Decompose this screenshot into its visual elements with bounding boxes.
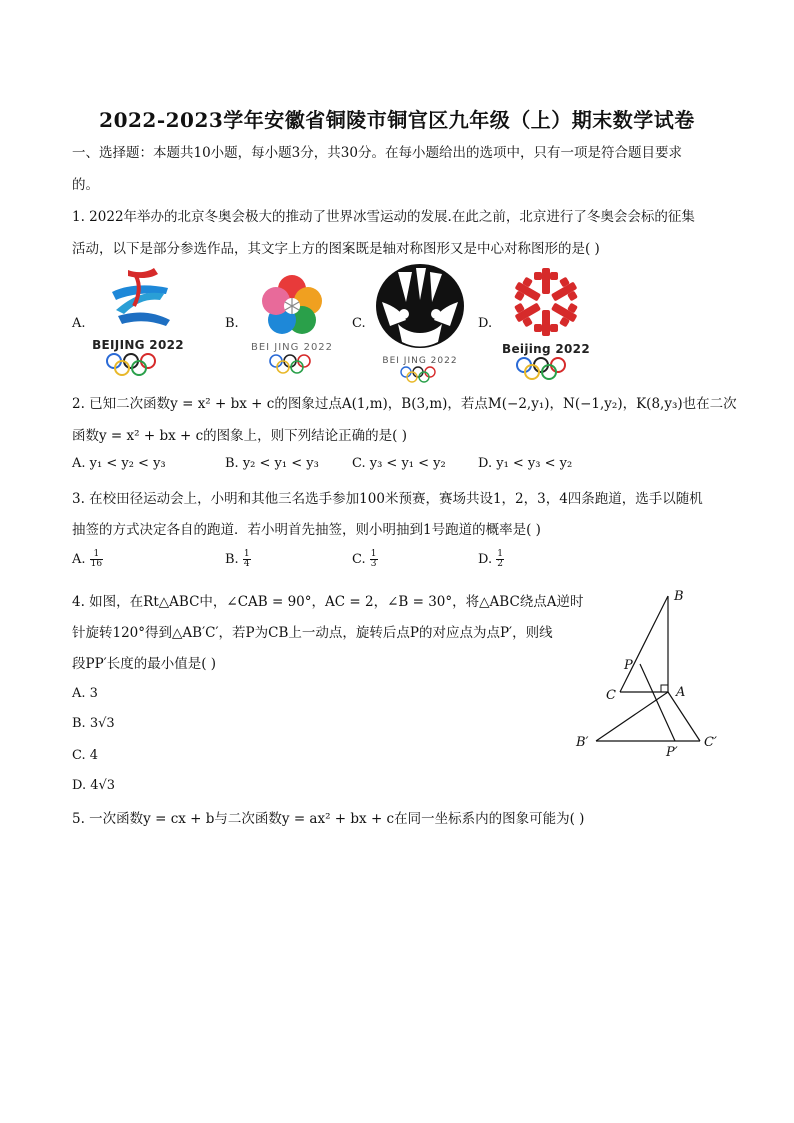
q4-option-c: C. 4 xyxy=(72,748,99,763)
q4-geometry-figure xyxy=(570,586,760,762)
q2-stem-line1: 2. 已知二次函数y = x² + bx + c的图象过点A(1,m)，B(3,m)，若点M(−2,y₁)，N(−1,y₂)，K(8,y₃)也在二次 xyxy=(72,396,737,412)
q4-option-b: B. 3√3 xyxy=(72,716,115,731)
olympic-rings-icon xyxy=(494,356,598,382)
fraction-numerator: 1 xyxy=(90,550,103,560)
q2-option-d: D. y₁ < y₃ < y₂ xyxy=(478,456,573,471)
snowflake-icon xyxy=(494,266,598,338)
q1-option-a-label: A. xyxy=(72,316,86,331)
q1-stem-line2: 活动，以下是部分参选作品，其文字上方的图案既是轴对称图形又是中心对称图形的是( ) xyxy=(72,241,600,257)
q4-stem-line2: 针旋转120°得到△AB′C′，若P为CB上一动点，旋转后点P的对应点为点P′，则线 xyxy=(72,625,553,641)
q2-option-a: A. y₁ < y₂ < y₃ xyxy=(72,456,166,471)
emblem-a-caption: BEIJING 2022 xyxy=(92,338,184,352)
q3-option-c-fraction xyxy=(370,550,378,569)
right-angle-mark xyxy=(661,685,668,692)
q4-option-a: A. 3 xyxy=(72,686,98,701)
q2-stem-line2: 函数y = x² + bx + c的图象上，则下列结论正确的是( ) xyxy=(72,428,407,444)
q3-option-a-fraction xyxy=(90,550,103,569)
fraction-denominator: 16 xyxy=(90,559,103,569)
q4-stem-line1: 4. 如图，在Rt△ABC中，∠CAB = 90°，AC = 2，∠B = 30°，将△ABC绕点A逆时 xyxy=(72,594,584,610)
q3-option-b xyxy=(225,550,251,569)
q5-stem-line1: 5. 一次函数y = cx + b与二次函数y = ax² + bx + c在同一坐标系内的图象可能为( ) xyxy=(72,811,585,827)
q1-option-b-label: B. xyxy=(225,316,239,331)
emblem-d xyxy=(494,266,598,386)
q2-option-c: C. y₃ < y₁ < y₂ xyxy=(352,456,446,471)
olympic-rings-icon xyxy=(242,353,342,377)
q1-option-d-label: D. xyxy=(478,316,493,331)
q3-stem-line2: 抽签的方式决定各自的跑道．若小明首先抽签，则小明抽到1号跑道的概率是( ) xyxy=(72,522,541,538)
q3-option-d xyxy=(478,550,504,569)
emblem-b-graphic xyxy=(242,272,342,338)
label-b-prime: B′ xyxy=(576,735,589,750)
emblem-c-graphic xyxy=(368,262,472,352)
emblem-b-caption: BEI JING 2022 xyxy=(250,342,334,353)
emblem-d-caption: Beijing 2022 xyxy=(502,342,590,356)
label-p-prime: P′ xyxy=(666,745,678,760)
fraction-numerator: 1 xyxy=(370,549,377,559)
olympic-rings-icon xyxy=(88,352,188,378)
section-instructions-line2: 的。 xyxy=(72,177,99,193)
olympic-rings-icon xyxy=(368,366,472,384)
section-instructions-line1: 一、选择题：本题共10小题，每小题3分，共30分。在每小题给出的选项中，只有一项是符合题目要求 xyxy=(72,145,682,161)
q3-option-c xyxy=(352,550,378,569)
fraction-numerator: 1 xyxy=(497,549,503,559)
q1-stem-line1: 1. 2022年举办的北京冬奥会极大的推动了世界冰雪运动的发展.在此之前，北京进行了冬奥会会标的征集 xyxy=(72,209,695,225)
fraction-numerator: 1 xyxy=(243,549,250,559)
q3-option-c-label: C. xyxy=(352,552,366,567)
label-c-prime: C′ xyxy=(704,735,717,750)
emblem-c-caption: BEI JING 2022 xyxy=(382,356,458,366)
q2-option-b: B. y₂ < y₁ < y₃ xyxy=(225,456,319,471)
segment-pp2 xyxy=(640,664,675,741)
label-b: B xyxy=(674,589,684,604)
emblem-b xyxy=(242,272,342,384)
q3-option-b-fraction xyxy=(243,550,251,569)
emblem-a-graphic xyxy=(88,266,188,336)
fraction-denominator: 3 xyxy=(370,559,377,569)
label-p: P xyxy=(624,658,633,673)
q3-stem-line1: 3. 在校田径运动会上，小明和其他三名选手参加100米预赛，赛场共设1，2，3，4四条跑道，选手以随机 xyxy=(72,491,703,507)
emblem-a xyxy=(88,266,188,386)
fraction-denominator: 4 xyxy=(243,559,250,569)
q1-option-c-label: C. xyxy=(352,316,366,331)
q3-option-d-fraction xyxy=(496,550,504,569)
page-title: 2022-2023学年安徽省铜陵市铜官区九年级（上）期末数学试卷 xyxy=(99,108,695,132)
q3-option-d-label: D. xyxy=(478,552,493,567)
label-c: C xyxy=(606,688,616,703)
q3-option-a-label: A. xyxy=(72,552,86,567)
q3-option-b-label: B. xyxy=(225,552,239,567)
fraction-denominator: 2 xyxy=(497,559,503,569)
q3-option-a xyxy=(72,550,103,569)
q4-stem-line3: 段PP′长度的最小值是( ) xyxy=(72,656,217,672)
segment-cb xyxy=(620,596,668,692)
label-a: A xyxy=(676,685,686,700)
q4-option-d: D. 4√3 xyxy=(72,778,116,793)
emblem-c xyxy=(368,262,472,386)
